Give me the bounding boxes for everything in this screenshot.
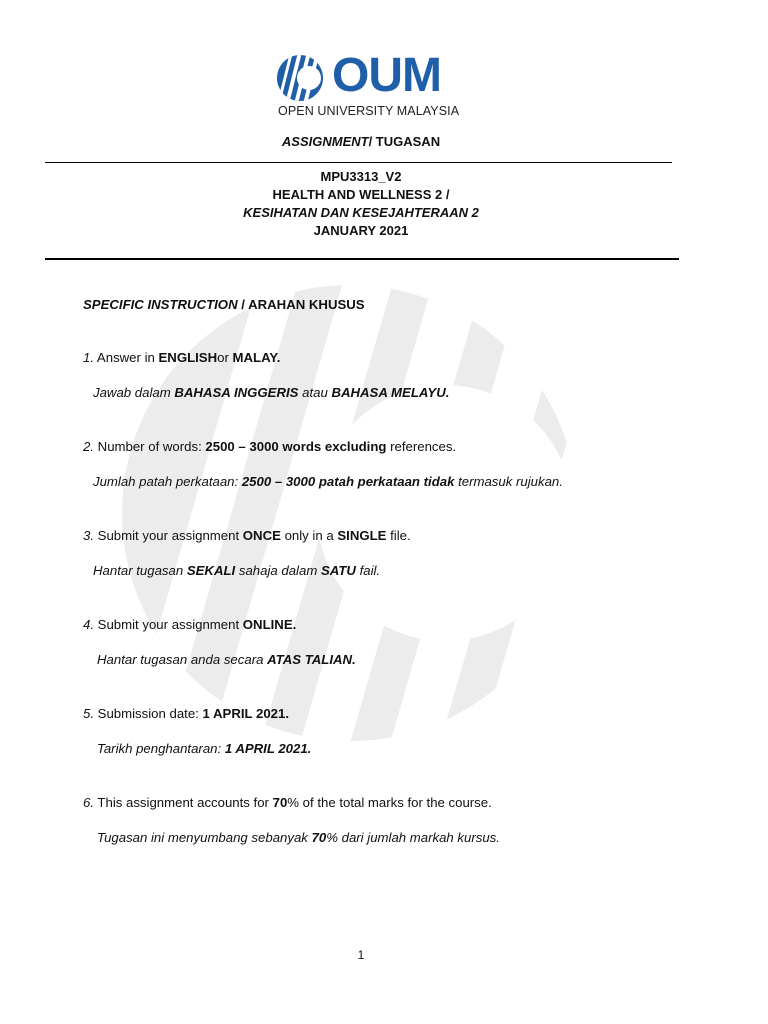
oum-watermark-icon (115, 278, 585, 748)
instruction-5-en: 5. Submission date: 1 APRIL 2021. (83, 706, 289, 721)
instruction-6-en: 6. This assignment accounts for 70% of the total marks for the course. (83, 795, 492, 810)
oum-logo (276, 49, 460, 120)
course-code: MPU3313_V2 (320, 169, 402, 184)
course-title-en: HEALTH AND WELLNESS 2 / (272, 187, 450, 202)
oum-globe-icon (276, 54, 332, 102)
instruction-4-ms: Hantar tugasan anda secara ATAS TALIAN. (97, 652, 356, 667)
divider-top (45, 162, 672, 163)
semester: JANUARY 2021 (313, 223, 409, 238)
course-title-ms: KESIHATAN DAN KESEJAHTERAAN 2 (243, 205, 479, 220)
instruction-6-ms: Tugasan ini menyumbang sebanyak 70% dari jumlah markah kursus. (97, 830, 500, 845)
instruction-4-en: 4. Submit your assignment ONLINE. (83, 617, 297, 632)
instructions-heading: SPECIFIC INSTRUCTION / ARAHAN KHUSUS (83, 297, 365, 312)
page-number: 1 (357, 948, 365, 962)
divider-bottom (45, 258, 679, 260)
oum-wordmark: OUM (332, 49, 441, 102)
instruction-1-ms: Jawab dalam BAHASA INGGERIS atau BAHASA MELAYU. (93, 385, 450, 400)
instruction-5-ms: Tarikh penghantaran: 1 APRIL 2021. (97, 741, 312, 756)
university-name: OPEN UNIVERSITY MALAYSIA (278, 104, 460, 118)
assignment-title: ASSIGNMENT/ TUGASAN (281, 134, 441, 149)
instruction-2-en: 2. Number of words: 2500 – 3000 words excluding references. (83, 439, 457, 454)
instruction-3-en: 3. Submit your assignment ONCE only in a SINGLE file. (83, 528, 411, 543)
instruction-1-en: 1. Answer in ENGLISHor MALAY. (83, 350, 281, 365)
instruction-2-ms: Jumlah patah perkataan: 2500 – 3000 patah perkataan tidak termasuk rujukan. (93, 474, 563, 489)
instruction-3-ms: Hantar tugasan SEKALI sahaja dalam SATU fail. (93, 563, 381, 578)
